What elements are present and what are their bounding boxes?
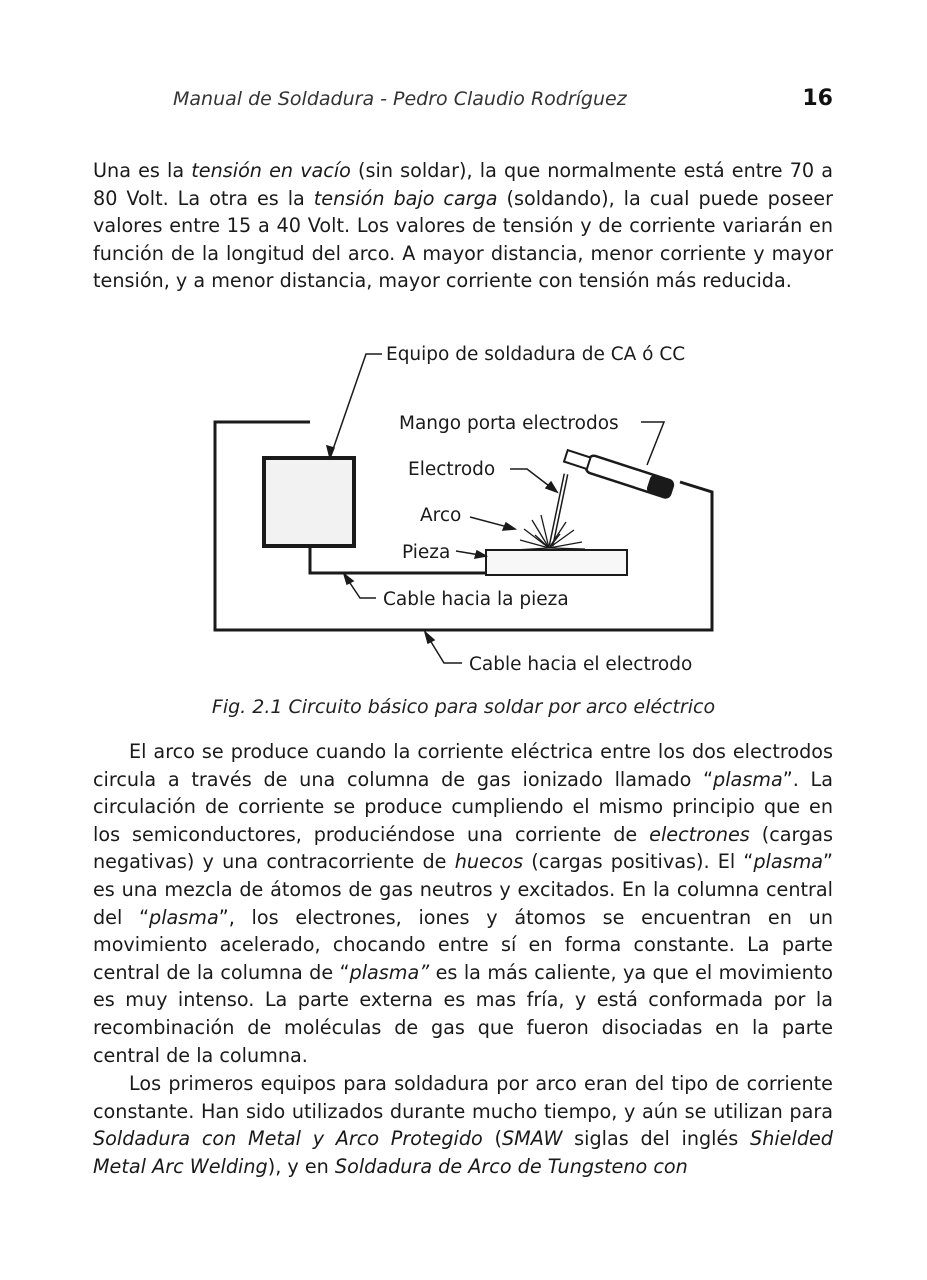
label-arco: Arco (420, 505, 462, 526)
paragraph-text: es la más caliente, ya que el movimiento es muy intenso. La parte externa es mas fría, y está conformada por la recombinación de moléculas de gas que fueron disociadas en la parte central de la columna. (93, 960, 833, 1067)
emphasis-text: huecos (454, 850, 524, 874)
emphasis-text: plasma (149, 905, 219, 929)
paragraph-text: (cargas positivas). El “ (523, 850, 754, 874)
label-pieza: Pieza (402, 542, 451, 563)
emphasis-text: plasma (713, 767, 783, 791)
label-cable-pieza: Cable hacia la pieza (383, 589, 569, 610)
emphasis-text: tensión bajo carga (313, 186, 498, 210)
paragraph-text: ”. La circulación de corriente se produce cumpliendo el mismo principio que en los semiconductores, produciéndose una corriente de (93, 767, 833, 846)
paragraph-3 (93, 1070, 833, 1180)
paragraph-text: ” es una mezcla de átomos de gas neutros y excitados. En la columna central del “ (93, 850, 833, 929)
welding-circuit-diagram (0, 330, 927, 690)
emphasis-text: Soldadura de Arco de Tungsteno con (334, 1154, 688, 1178)
paragraph-text: ( (482, 1127, 502, 1151)
label-electrodo: Electrodo (408, 459, 496, 480)
electrode-holder (563, 447, 674, 498)
emphasis-text: electrones (649, 822, 750, 846)
paragraph-1 (93, 157, 833, 295)
leader-equipo (330, 354, 382, 458)
paragraph-text: (cargas negativas) y una contracorriente de (93, 822, 833, 874)
emphasis-text: plasma” (349, 960, 430, 984)
work-piece (486, 550, 627, 575)
emphasis-text: plasma (753, 850, 824, 874)
page-number: 16 (802, 86, 833, 111)
welding-circuit-figure (0, 330, 927, 690)
label-cable-electrodo: Cable hacia el electrodo (469, 654, 693, 675)
paragraph-2 (93, 738, 833, 1069)
paragraph-text: Una es la (93, 159, 192, 182)
work-cable-line (310, 546, 486, 573)
paragraph-text: ), y en (267, 1154, 335, 1178)
emphasis-text: Shielded Metal Arc Welding (93, 1127, 833, 1178)
emphasis-text: SMAW (501, 1127, 563, 1151)
figure-caption: Fig. 2.1 Circuito básico para soldar por arco eléctrico (211, 696, 716, 718)
label-mango: Mango porta electrodos (399, 413, 619, 434)
emphasis-text: Soldadura con Metal y Arco Protegido (93, 1127, 483, 1151)
paragraph-text: (soldando), la cual puede poseer valores entre 15 a 40 Volt. Los valores de tensión y de corriente variarán en función de la longitud del arco. A mayor distancia, menor corriente y mayor tensión, y a menor distancia, mayor corriente con tensión más reducida. (93, 186, 833, 293)
paragraph-text: (sin soldar), la que normalmente está entre 70 a 80 Volt. La otra es la (93, 159, 833, 210)
label-equipo: Equipo de soldadura de CA ó CC (386, 344, 686, 365)
paragraph-text: ”, los electrones, iones y átomos se encuentran en un movimiento acelerado, chocando entre sí en forma constante. La parte central de la columna de “ (93, 905, 833, 984)
paragraph-text: siglas del inglés (562, 1127, 751, 1151)
welding-machine-box (264, 458, 354, 546)
emphasis-text: tensión en vacío (191, 159, 351, 182)
paragraph-text: Los primeros equipos para soldadura por arco eran del tipo de corriente constante. Han sido utilizados durante mucho tiempo, y aún se utilizan para (93, 1072, 833, 1123)
paragraph-text: El arco se produce cuando la corriente eléctrica entre los dos electrodos circula a través de una columna de gas ionizado llamado “ (93, 740, 833, 791)
running-header-title: Manual de Soldadura - Pedro Claudio Rodríguez (173, 88, 627, 110)
leader-mango (641, 422, 664, 465)
